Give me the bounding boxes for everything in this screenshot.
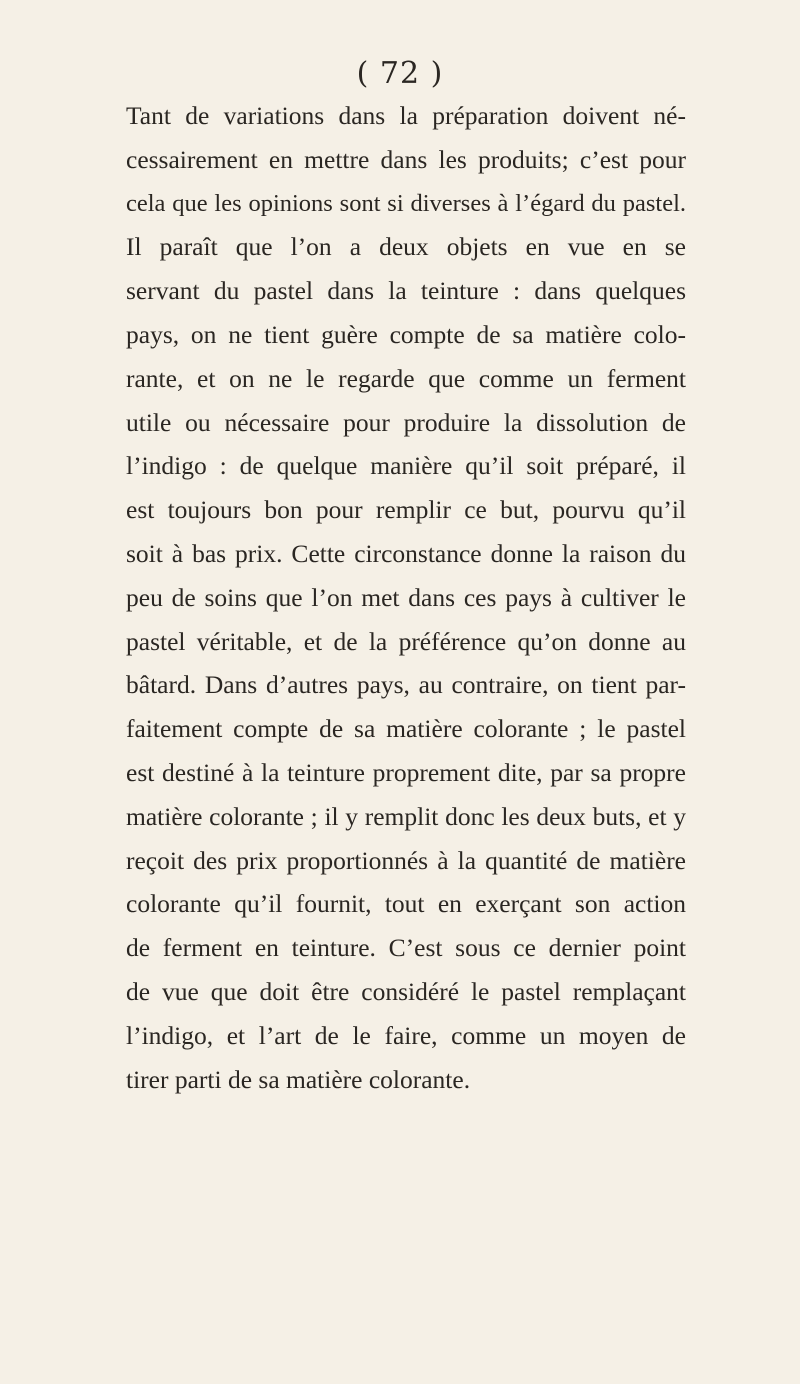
- text-line: l’indigo, et l’art de le faire, comme un moyen de: [126, 1020, 686, 1050]
- text-line: soit à bas prix. Cette circonstance donne la raison du: [126, 538, 686, 568]
- text-line: l’indigo : de quelque manière qu’il soit préparé, il: [126, 451, 686, 481]
- text-line: pays, on ne tient guère compte de sa matière colo-: [126, 319, 686, 349]
- text-line: cessairement en mettre dans les produits; c’est pour: [126, 144, 686, 174]
- text-line: peu de soins que l’on met dans ces pays à cultiver le: [126, 582, 686, 612]
- text-line: est toujours bon pour remplir ce but, pourvu qu’il: [126, 495, 686, 525]
- text-line: bâtard. Dans d’autres pays, au contraire, on tient par-: [126, 670, 686, 700]
- text-line: Tant de variations dans la préparation doivent né-: [126, 101, 686, 130]
- text-line: tirer parti de sa matière colorante.: [126, 1064, 471, 1094]
- text-line: est destiné à la teinture proprement dite, par sa propre: [126, 757, 686, 787]
- text-line: Il paraît que l’on a deux objets en vue en se: [126, 232, 686, 262]
- text-line: cela que les opinions sont si diverses à l’égard du pastel.: [126, 189, 686, 217]
- text-line: de vue que doit être considéré le pastel remplaçant: [126, 976, 686, 1006]
- text-line: rante, et on ne le regarde que comme un ferment: [126, 363, 686, 393]
- text-line: matière colorante ; il y remplit donc les deux buts, et y: [126, 801, 686, 831]
- text-line: servant du pastel dans la teinture : dans quelques: [126, 276, 686, 306]
- text-line: pastel véritable, et de la préférence qu’on donne au: [126, 626, 686, 656]
- text-line: colorante qu’il fournit, tout en exerçant son action: [126, 889, 686, 919]
- text-line: de ferment en teinture. C’est sous ce dernier point: [126, 933, 686, 963]
- text-line: faitement compte de sa matière colorante ; le pastel: [126, 714, 686, 744]
- text-line: reçoit des prix proportionnés à la quantité de matière: [126, 845, 686, 875]
- text-line: utile ou nécessaire pour produire la dissolution de: [126, 407, 686, 437]
- page-number: ( 72 ): [356, 56, 444, 91]
- body-paragraph: [126, 94, 686, 1101]
